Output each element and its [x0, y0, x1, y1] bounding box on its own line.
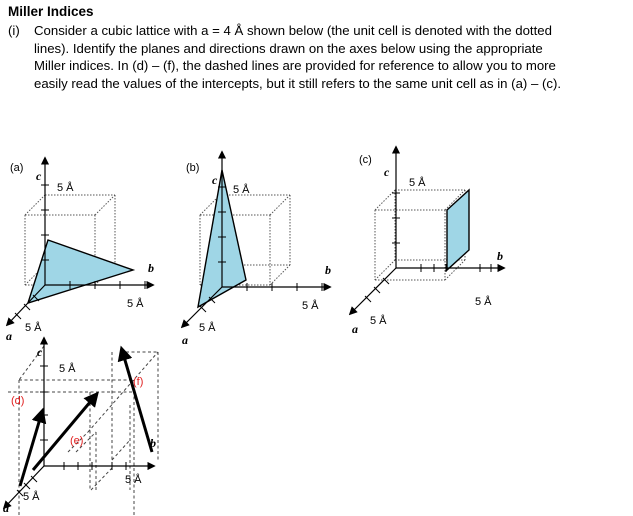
figure-c-tick-b: 5 Å: [475, 296, 492, 308]
figure-a-label: (a): [10, 162, 24, 174]
figure-def: [3, 338, 158, 516]
figure-b-tick-a: 5 Å: [199, 322, 216, 334]
figure-d-label: (d): [11, 395, 25, 407]
figure-a-tick-c: 5 Å: [57, 182, 74, 194]
figure-a-c-label: c: [36, 169, 42, 183]
figure-a-a-label: a: [6, 329, 12, 343]
figure-a-tick-b: 5 Å: [127, 298, 144, 310]
page-title: Miller Indices: [8, 4, 94, 19]
figure-b-b-label: b: [325, 263, 331, 277]
figure-def-c-label: c: [37, 345, 43, 359]
figure-c-tick-a: 5 Å: [370, 315, 387, 327]
question-line-1: Consider a cubic lattice with a = 4 Å shown below (the unit cell is denoted with the dotted: [34, 23, 552, 38]
figure-a-b-label: b: [148, 261, 154, 275]
question-line-4: easily read the values of the intercepts, but it still refers to the same unit cell as in (a) – (c).: [34, 75, 562, 91]
figure-def-tick-a: 5 Å: [23, 491, 40, 503]
figure-b-c-label: c: [212, 173, 218, 187]
question-line-2: lines). Identify the planes and directions drawn on the axes below using the appropriate: [34, 40, 543, 56]
figure-b-tick-c: 5 Å: [233, 184, 250, 196]
figure-f-label: (f): [133, 376, 144, 388]
figure-b: [182, 152, 331, 347]
figure-e-direction: [33, 395, 96, 470]
question-line-3: Miller indices. In (d) – (f), the dashed lines are provided for reference to allow you to more: [34, 58, 556, 73]
figure-def-b-label: b: [150, 436, 156, 450]
figure-c-a-label: a: [352, 322, 358, 336]
figure-c-tick-c: 5 Å: [409, 177, 426, 189]
figure-c-c-label: c: [384, 165, 390, 179]
figure-def-tick-b: 5 Å: [125, 474, 142, 486]
figure-def-tick-c: 5 Å: [59, 363, 76, 375]
figure-a-axis-a: [7, 285, 45, 325]
figure-f-direction: [122, 350, 152, 452]
figure-b-label: (b): [186, 162, 200, 174]
figure-a-plane: [28, 240, 133, 303]
figure-c: [350, 147, 504, 336]
figure-e-label: (e): [70, 435, 84, 447]
figure-c-label: (c): [359, 154, 372, 166]
figure-a-tick-a: 5 Å: [25, 322, 42, 334]
figure-c-ticks: [365, 193, 491, 302]
figure-d-direction: [20, 412, 42, 486]
question-number: (i): [8, 23, 20, 38]
figure-a: [6, 158, 154, 343]
figure-b-a-label: a: [182, 333, 188, 347]
figure-c-axis-a: [350, 268, 396, 314]
figure-c-b-label: b: [497, 249, 503, 263]
figure-c-plane: [447, 190, 469, 270]
figure-def-a-label: a: [3, 501, 9, 515]
figure-b-tick-b: 5 Å: [302, 300, 319, 312]
